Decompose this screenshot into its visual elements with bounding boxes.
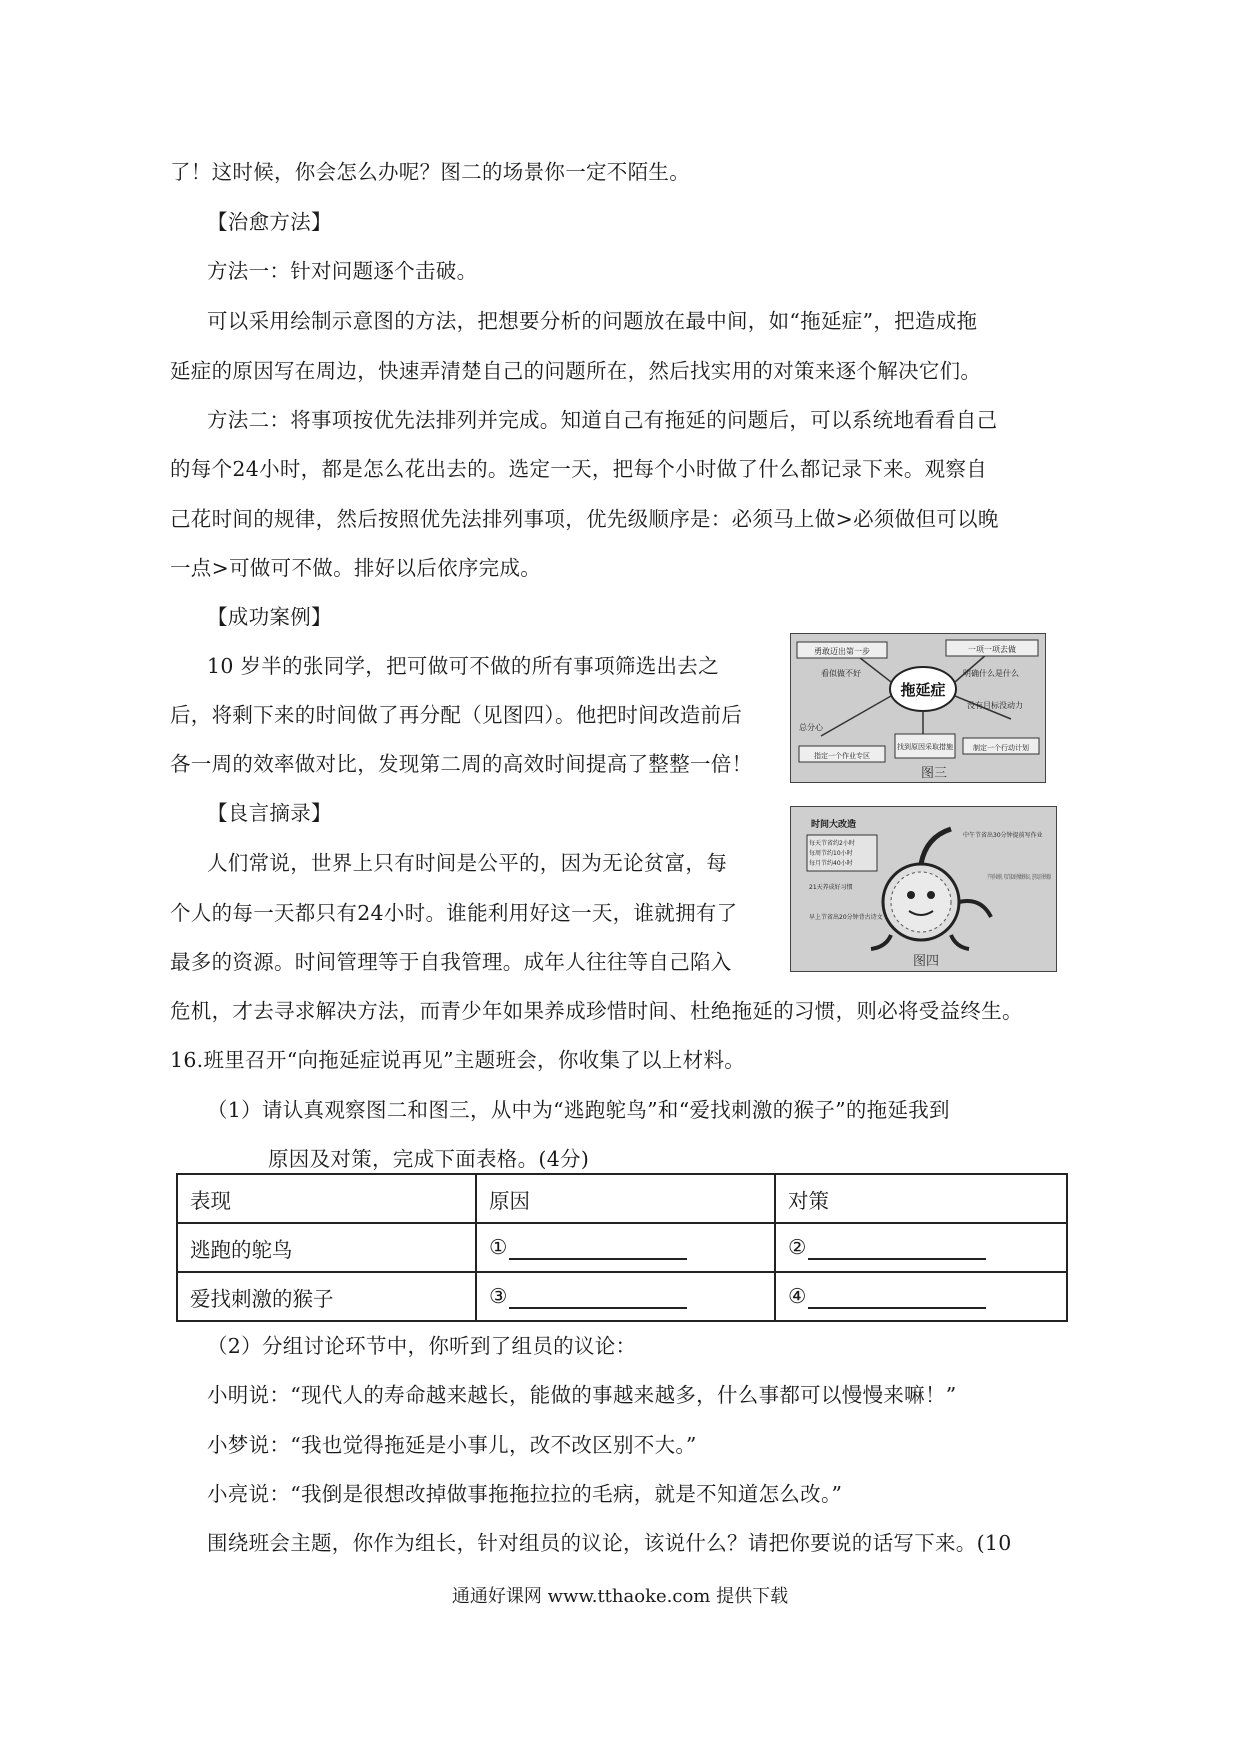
table-header-cell: 原因 bbox=[476, 1174, 775, 1223]
figure-3-mindmap bbox=[790, 633, 1046, 783]
paragraph-line: 己花时间的规律，然后按照优先法排列事项，优先级顺序是：必须马上做>必须做但可以晚 bbox=[170, 507, 999, 531]
section-heading-cure: 【治愈方法】 bbox=[207, 210, 332, 234]
fig3-node: 一项一项去做 bbox=[968, 645, 1016, 654]
section-heading-success: 【成功案例】 bbox=[207, 605, 332, 629]
fig4-note: 每天节省约2小时 bbox=[809, 840, 855, 847]
fig4-title: 时间大改造 bbox=[811, 820, 857, 830]
paragraph-line: 人们常说，世界上只有时间是公平的，因为无论贫富，每 bbox=[207, 851, 727, 875]
fig3-node: 明确什么是什么 bbox=[963, 669, 1019, 678]
figure-4-time-makeover bbox=[790, 806, 1169, 972]
question-16-part-1-cont: 原因及对策，完成下面表格。(4分) bbox=[268, 1147, 590, 1171]
fig4-note: 每月节约40小时 bbox=[809, 860, 853, 867]
paragraph-line: 各一周的效率做对比，发现第二周的高效时间提高了整整一倍！ bbox=[170, 752, 753, 776]
table-row bbox=[177, 1223, 1067, 1272]
paragraph-line: 最多的资源。时间管理等于自我管理。成年人往往等自己陷入 bbox=[170, 950, 732, 974]
paragraph-line: 可以采用绘制示意图的方法，把想要分析的问题放在最中间，如“拖延症”，把造成拖 bbox=[207, 309, 978, 333]
student-comment: 小明说：“现代人的寿命越来越长，能做的事越来越多，什么事都可以慢慢来嘛！” bbox=[207, 1383, 957, 1407]
answer-cell[interactable] bbox=[476, 1223, 775, 1272]
blank-marker: ② bbox=[788, 1234, 807, 1259]
answer-cell[interactable] bbox=[476, 1272, 775, 1321]
paragraph-line: 方法一：针对问题逐个击破。 bbox=[207, 259, 478, 283]
answer-blank[interactable] bbox=[509, 1285, 687, 1309]
blank-marker: ③ bbox=[489, 1283, 508, 1308]
fig4-note: 每周节约10小时 bbox=[809, 850, 853, 857]
fig4-note: 下午写作业时间，可以节省20分钟做课外练习，还可以用于课外阅读 bbox=[987, 874, 1169, 881]
writing-prompt: 围绕班会主题，你作为组长，针对组员的议论，该说什么？请把你要说的话写下来。(10 bbox=[207, 1531, 1012, 1555]
table-header-cell: 对策 bbox=[775, 1174, 1067, 1223]
paragraph-line: 的每个24小时，都是怎么花出去的。选定一天，把每个小时做了什么都记录下来。观察自 bbox=[170, 457, 988, 481]
student-comment: 小梦说：“我也觉得拖延是小事儿，改不改区别不大。” bbox=[207, 1433, 697, 1457]
paragraph-line: 了！这时候，你会怎么办呢？图二的场景你一定不陌生。 bbox=[170, 160, 690, 184]
blank-marker: ① bbox=[489, 1234, 508, 1259]
answer-cell[interactable] bbox=[775, 1272, 1067, 1321]
fig3-center-label: 拖延症 bbox=[900, 681, 946, 699]
paragraph-line: 10 岁半的张同学，把可做可不做的所有事项筛选出去之 bbox=[207, 654, 719, 678]
fig4-note: 早上节省出20分钟背古诗文 bbox=[809, 914, 883, 921]
paragraph-line: 个人的每一天都只有24小时。谁能利用好这一天，谁就拥有了 bbox=[170, 901, 738, 925]
fig4-caption: 图四 bbox=[913, 954, 940, 969]
paragraph-line: 后，将剩下来的时间做了再分配（见图四）。他把时间改造前后 bbox=[170, 703, 743, 727]
fig4-note: 21天养成好习惯 bbox=[809, 884, 853, 891]
answer-blank[interactable] bbox=[808, 1236, 986, 1260]
fig3-node: 指定一个作业专区 bbox=[814, 752, 870, 760]
question-16-part-2: （2）分组讨论环节中，你听到了组员的议论： bbox=[207, 1334, 637, 1358]
page-footer: 通通好课网 www.tthaoke.com 提供下载 bbox=[451, 1586, 789, 1607]
answer-blank[interactable] bbox=[808, 1285, 986, 1309]
answer-table bbox=[176, 1173, 1068, 1322]
fig3-node: 没有目标没动力 bbox=[967, 701, 1023, 710]
fig3-node: 看似做不好 bbox=[821, 669, 861, 678]
fig3-node: 制定一个行动计划 bbox=[973, 744, 1029, 752]
fig4-note: 中午节省出30分钟提前写作业 bbox=[963, 832, 1043, 839]
fig3-node: 勇敢迈出第一步 bbox=[814, 647, 870, 656]
table-header-row bbox=[177, 1174, 1067, 1223]
paragraph-line: 方法二：将事项按优先法排列并完成。知道自己有拖延的问题后，可以系统地看看自己 bbox=[207, 408, 998, 432]
question-16: 16.班里召开“向拖延症说再见”主题班会，你收集了以上材料。 bbox=[170, 1048, 746, 1072]
answer-blank[interactable] bbox=[509, 1236, 687, 1260]
section-heading-quotes: 【良言摘录】 bbox=[207, 801, 332, 825]
figure-3-graphic bbox=[791, 634, 1045, 782]
table-row bbox=[177, 1272, 1067, 1321]
row-label: 爱找刺激的猴子 bbox=[177, 1272, 476, 1321]
fig3-node: 总分心 bbox=[799, 723, 823, 732]
question-16-part-1: （1）请认真观察图二和图三，从中为“逃跑鸵鸟”和“爱找刺激的猴子”的拖延我到 bbox=[207, 1098, 950, 1122]
blank-marker: ④ bbox=[788, 1283, 807, 1308]
student-comment: 小亮说：“我倒是很想改掉做事拖拖拉拉的毛病，就是不知道怎么改。” bbox=[207, 1482, 843, 1506]
figure-4-graphic bbox=[791, 807, 1169, 971]
fig3-node: 找到原因采取措施 bbox=[897, 743, 953, 751]
table-header-cell: 表现 bbox=[177, 1174, 476, 1223]
paragraph-line: 危机，才去寻求解决方法，而青少年如果养成珍惜时间、杜绝拖延的习惯，则必将受益终生。 bbox=[170, 999, 1023, 1023]
paragraph-line: 一点>可做可不做。排好以后依序完成。 bbox=[170, 556, 542, 580]
fig3-caption: 图三 bbox=[921, 766, 948, 781]
paragraph-line: 延症的原因写在周边，快速弄清楚自己的问题所在，然后找实用的对策来逐个解决它们。 bbox=[170, 359, 982, 383]
row-label: 逃跑的鸵鸟 bbox=[177, 1223, 476, 1272]
answer-cell[interactable] bbox=[775, 1223, 1067, 1272]
